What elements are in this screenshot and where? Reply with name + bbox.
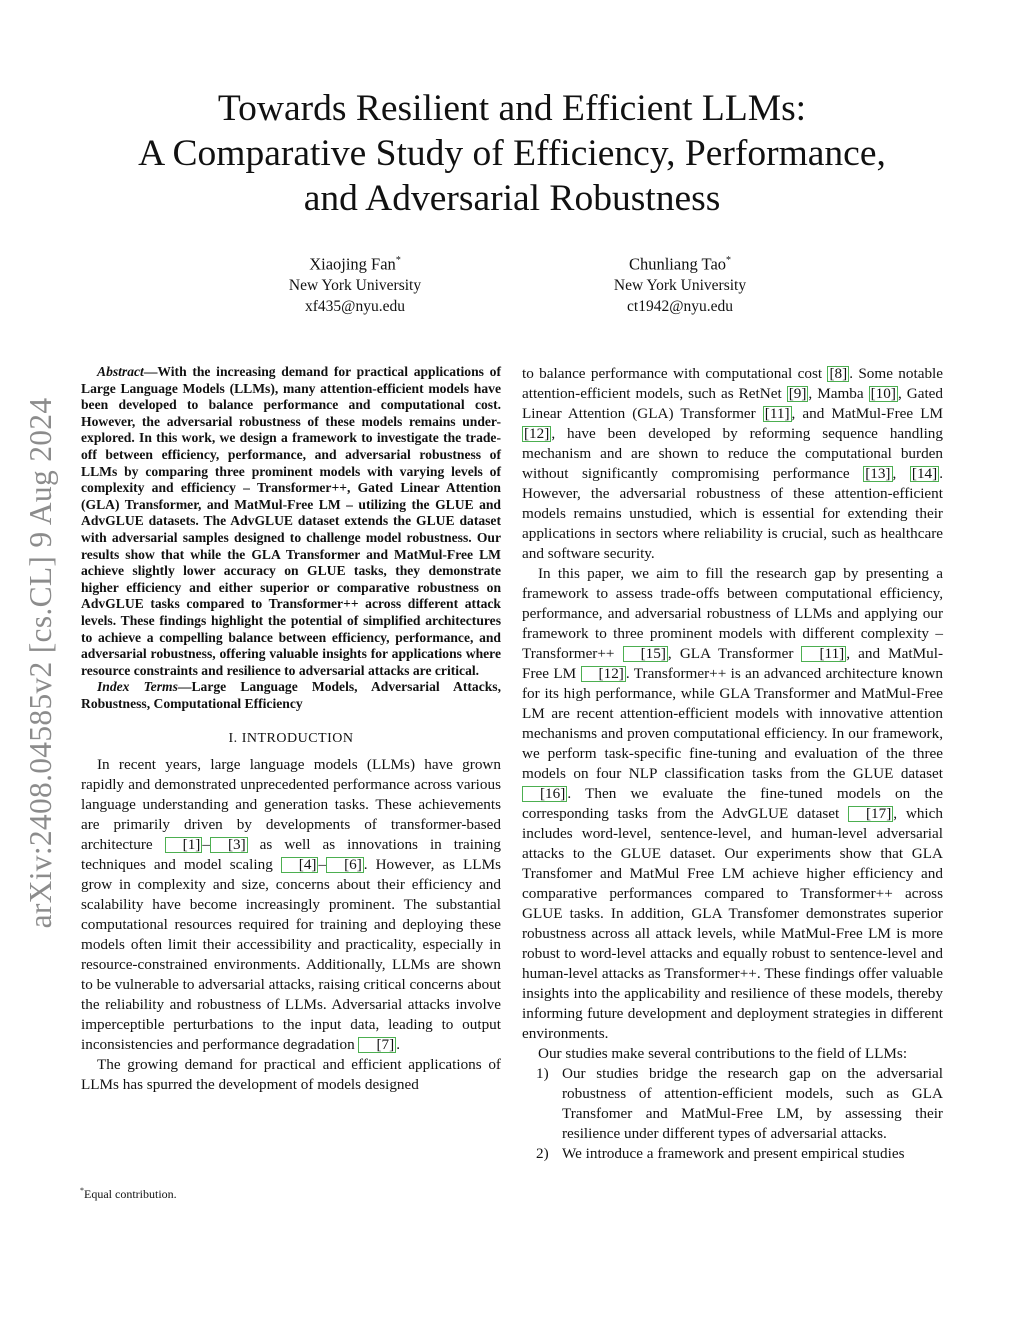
author-email: xf435@nyu.edu xyxy=(305,297,405,315)
citation-link[interactable]: [4] xyxy=(281,857,319,873)
author-block-2 xyxy=(550,250,810,317)
citation-link[interactable]: [15] xyxy=(623,646,668,662)
author-name: Xiaojing Fan* xyxy=(309,254,401,274)
arxiv-id-text: arXiv:2408.04585v2 [cs.CL] 9 Aug 2024 xyxy=(23,397,58,929)
author-affiliation: New York University xyxy=(288,276,422,294)
list-item xyxy=(522,1144,943,1164)
footnote-mark: * xyxy=(80,1186,84,1195)
paper-title xyxy=(60,86,964,221)
intro-paragraph-1: In recent years, large language models (LLMs) have grown rapidly and demonstrated unprecedented performance across various language understanding and generation tasks. These achievements are primarily driven by developments of transformer-based architecture [1] – [3] as well as innovations in training techniques and model scaling [4] – [6] . However, as LLMs grow in complexity and size, concerns about their efficiency and scalability have become increasingly prominent. The substantial computational resources required for training and deploying these models often limit their accessibility and practicality, especially in resource-constrained environments. Additionally, LLMs are shown to be vulnerable to adversarial attacks, raising critical concerns about the reliability and robustness of LLMs. Adversarial attacks involve imperceptible perturbations to the input data, leading to output inconsistencies and performance degradation [7] . xyxy=(81,756,502,1054)
arxiv-side-stamp xyxy=(16,358,66,968)
author-name: Chunliang Tao* xyxy=(628,254,732,274)
citation-link[interactable]: [16] xyxy=(522,786,567,802)
equal-contribution-mark: * xyxy=(395,255,401,266)
citation-link[interactable]: [11] xyxy=(764,405,790,422)
index-terms xyxy=(81,679,501,712)
citation-link[interactable]: [12] xyxy=(524,425,550,442)
footnote-text: Equal contribution. xyxy=(84,1187,177,1201)
author-email: ct1942@nyu.edu xyxy=(627,297,733,315)
citation-link[interactable]: [6] xyxy=(326,857,364,873)
author-block-1 xyxy=(225,250,485,317)
contributions-list xyxy=(522,1064,943,1164)
title-line-1: Towards Resilient and Efficient LLMs: xyxy=(217,88,807,129)
citation-link[interactable]: [14] xyxy=(911,465,938,482)
citation-link[interactable]: [11] xyxy=(801,646,846,662)
left-column xyxy=(81,364,501,1095)
citation-link[interactable]: [9] xyxy=(788,385,807,402)
abstract xyxy=(81,364,501,679)
list-item xyxy=(522,1064,943,1144)
citation-link[interactable]: [1] xyxy=(165,837,203,853)
citation-link[interactable]: [8] xyxy=(829,365,848,382)
right-paragraph-3: Our studies make several contributions to the field of LLMs: xyxy=(538,1045,908,1062)
right-column xyxy=(522,364,943,1164)
citation-link[interactable]: [3] xyxy=(210,837,248,853)
list-item-text: Our studies bridge the research gap on the adversarial robustness of attention-efficient models, such as GLA Transfomer and MatMul-Free LM, by assessing their resilience under different types of adversarial attacks. xyxy=(562,1065,943,1142)
title-line-3: and Adversarial Robustness xyxy=(303,178,721,219)
list-item-text: We introduce a framework and present empirical studies xyxy=(562,1145,905,1162)
title-line-2: A Comparative Study of Efficiency, Performance, xyxy=(138,133,886,174)
citation-link[interactable]: [12] xyxy=(581,666,626,682)
citation-link[interactable]: [13] xyxy=(865,465,891,482)
footnote xyxy=(80,1186,177,1202)
index-terms-text: —Large Language Models, Adversarial Attacks, Robustness, Computational Efficiency xyxy=(81,679,501,711)
section-heading-introduction: I. INTRODUCTION xyxy=(228,731,354,747)
abstract-text: —With the increasing demand for practical applications of Large Language Models (LLMs), many attention-efficient models have been developed to balance performance and computational cost. However, the adversarial robustness of these models remains under-explored. In this work, we design a framework to investigate the trade-off between efficiency, performance, and adversarial robustness of LLMs by comparing three prominent models with varying levels of complexity and efficiency – Transformer++, Gated Linear Attention (GLA) Transformer, and MatMul-Free LM – utilizing the GLUE and AdvGLUE datasets. The AdvGLUE dataset extends the GLUE dataset with adversarial samples designed to challenge model robustness. Our results show that while the GLA Transformer and MatMul-Free LM achieve slightly lower accuracy on GLUE tasks, they demonstrate higher efficiency and either superior or comparative robustness on AdvGLUE tasks compared to Transformer++ across different attack levels. These findings highlight the potential of simplified architectures to achieve a compelling balance between efficiency, performance, and adversarial robustness, offering valuable insights for applications where resource constraints and resilience to adversarial attacks are critical. xyxy=(81,364,501,678)
right-paragraph-1: to balance performance with computational cost [8] . Some notable attention-efficient models, such as RetNet [9] , Mamba [10] , Gated Linear Attention (GLA) Transformer [11] , and MatMul-Free LM [12] , have been developed by reforming sequence handling mechanism and are shown to reduce the computational burden without significantly compromising performance [13] , [14] . However, the adversarial robustness of these attention-efficient models remains unstudied, which is essential for extending their applications in sectors where reliability is crucial, such as healthcare and software security. xyxy=(522,365,944,562)
right-paragraph-2: In this paper, we aim to fill the research gap by presenting a framework to assess trade-offs between computational efficiency, performance, and adversarial robustness of LLMs and applying our framework to three prominent models with different complexity – Transformer++ [15] , GLA Transformer [11] , and MatMul-Free LM [12] . Transformer++ is an advanced architecture known for its high performance, while GLA Transformer and MatMul-Free LM are recent attention-efficient models with innovative attention mechanisms and proven computational efficiency. In our framework, we perform task-specific fine-tuning and evaluation of the three models on four NLP classification tasks from the GLUE dataset [16] . Then we evaluate the fine-tuned models on the corresponding tasks from the AdvGLUE dataset [17] , which includes word-level, sentence-level, and human-level adversarial attacks to the GLUE dataset. Our experiments show that GLA Transfomer and MatMul Free LM achieve higher efficiency and comparative performances compared to Transformer++ across GLUE tasks. In addition, GLA Transfomer demonstrates superior robustness across all attack levels, while MatMul-Free LM is more robust to word-level attacks and equally robust to sentence-level and human-level attacks as Transformer++. These findings offer valuable insights into the applicability and resilience of these models, thereby informing future development and deployment strategies in different environments. xyxy=(522,565,943,1042)
list-number: 2) xyxy=(536,1145,549,1162)
citation-link[interactable]: [17] xyxy=(848,806,893,822)
abstract-label: Abstract xyxy=(97,364,144,379)
author-affiliation: New York University xyxy=(613,276,747,294)
intro-paragraph-2: The growing demand for practical and efficient applications of LLMs has spurred the development of models designed xyxy=(81,1056,501,1094)
citation-link[interactable]: [10] xyxy=(870,385,896,402)
list-number: 1) xyxy=(536,1065,549,1082)
index-terms-label: Index Terms xyxy=(97,679,178,695)
equal-contribution-mark: * xyxy=(726,255,732,266)
citation-link[interactable]: [7] xyxy=(358,1037,396,1053)
